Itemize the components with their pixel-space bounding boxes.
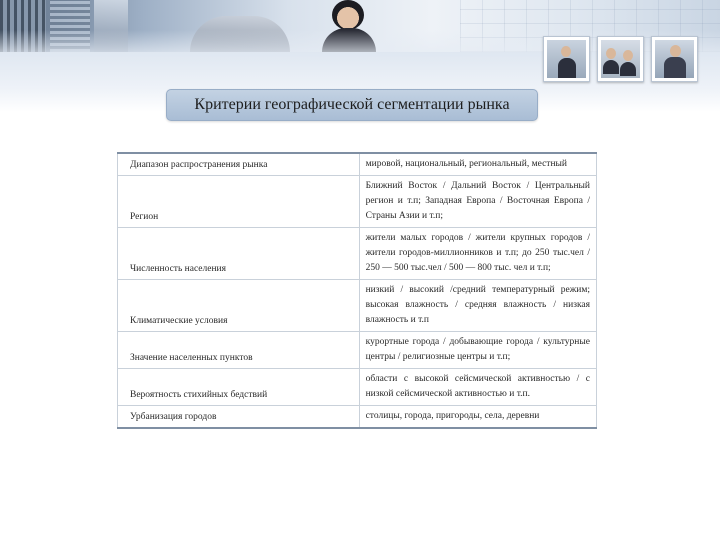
table-row	[118, 369, 597, 406]
criterion-cell: Урбанизация городов	[118, 406, 360, 429]
criterion-cell: Численность населения	[118, 228, 360, 280]
table-row	[118, 332, 597, 369]
values-cell: низкий / высокий /средний температурный режим; высокая влажность / средняя влажность / низкая влажность и т.п	[359, 280, 596, 332]
values-cell: столицы, города, пригороды, села, деревни	[359, 406, 596, 429]
page-title: Критерии географической сегментации рынка	[166, 89, 538, 121]
table-row	[118, 176, 597, 228]
criterion-cell: Значение населенных пунктов	[118, 332, 360, 369]
table-row	[118, 153, 597, 176]
criterion-cell: Регион	[118, 176, 360, 228]
criterion-cell: Вероятность стихийных бедствий	[118, 369, 360, 406]
values-cell: мировой, национальный, региональный, местный	[359, 153, 596, 176]
table-row	[118, 280, 597, 332]
criterion-cell: Диапазон распространения рынка	[118, 153, 360, 176]
segmentation-criteria-table	[117, 152, 597, 429]
table-row	[118, 406, 597, 429]
values-cell: жители малых городов / жители крупных городов / жители городов-миллионников и т.п; до 250 тыс.чел / 250 — 500 тыс.чел / 500 — 800 тыс. чел и т.п;	[359, 228, 596, 280]
business-photo-thumbnail	[597, 36, 644, 82]
table-row	[118, 228, 597, 280]
criterion-cell: Климатические условия	[118, 280, 360, 332]
business-photo-thumbnail	[543, 36, 590, 82]
values-cell: области с высокой сейсмической активностью / с низкой сейсмической активностью и т.п.	[359, 369, 596, 406]
values-cell: Ближний Восток / Дальний Восток / Центральный регион и т.п; Западная Европа / Восточная Европа / Страны Азии и т.п;	[359, 176, 596, 228]
business-photo-thumbnail	[651, 36, 698, 82]
values-cell: курортные города / добывающие города / культурные центры / религиозные центры и т.п;	[359, 332, 596, 369]
